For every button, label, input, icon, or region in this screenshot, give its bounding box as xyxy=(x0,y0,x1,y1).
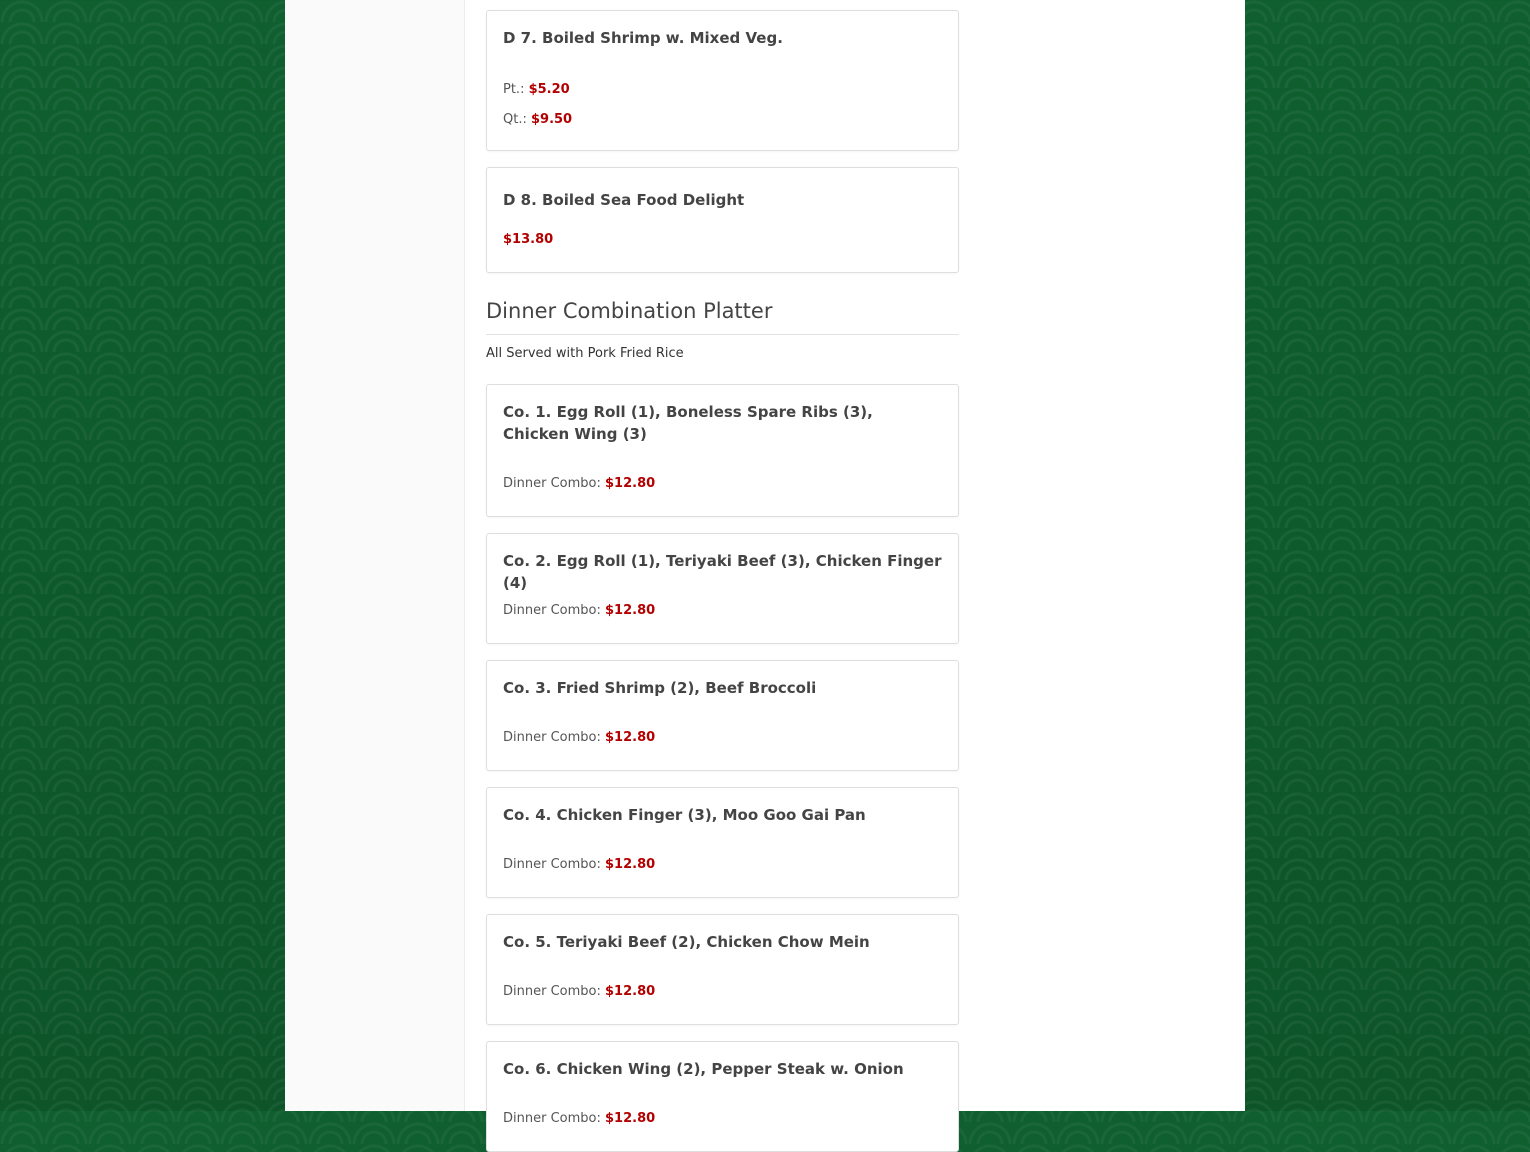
section-title: Dinner Combination Platter xyxy=(486,296,959,335)
price-value: $13.80 xyxy=(503,232,554,247)
price-value: $5.20 xyxy=(528,82,570,97)
left-sidebar xyxy=(285,0,465,1111)
size-label: Dinner Combo: xyxy=(503,1111,601,1126)
price-value: $12.80 xyxy=(605,857,656,872)
page-container xyxy=(285,0,1245,1126)
size-label: Dinner Combo: xyxy=(503,603,601,618)
menu-item-card[interactable] xyxy=(486,1041,959,1152)
price-row[interactable] xyxy=(503,603,655,619)
price-row-quart[interactable] xyxy=(503,112,572,128)
menu-item-name[interactable]: Co. 1. Egg Roll (1), Boneless Spare Ribs (3), Chicken Wing (3) xyxy=(503,403,873,443)
price-row[interactable] xyxy=(503,730,655,746)
size-label: Dinner Combo: xyxy=(503,984,601,999)
menu-item-name[interactable]: Co. 2. Egg Roll (1), Teriyaki Beef (3), Chicken Finger (4) xyxy=(503,552,942,592)
size-label: Dinner Combo: xyxy=(503,857,601,872)
menu-item-name[interactable]: Co. 4. Chicken Finger (3), Moo Goo Gai Pan xyxy=(503,806,866,824)
price-row[interactable] xyxy=(503,857,655,873)
price-row[interactable] xyxy=(503,232,553,248)
price-row-pint[interactable] xyxy=(503,82,570,98)
size-label: Pt.: xyxy=(503,82,525,97)
price-value: $12.80 xyxy=(605,476,656,491)
section-description: All Served with Pork Fried Rice xyxy=(486,346,684,361)
menu-item-card[interactable] xyxy=(486,533,959,644)
size-label: Dinner Combo: xyxy=(503,476,601,491)
menu-item-name[interactable]: Co. 6. Chicken Wing (2), Pepper Steak w. Onion xyxy=(503,1060,904,1078)
price-value: $12.80 xyxy=(605,603,656,618)
menu-item-name[interactable]: Co. 3. Fried Shrimp (2), Beef Broccoli xyxy=(503,679,817,697)
price-value: $9.50 xyxy=(530,112,573,127)
price-value: $12.80 xyxy=(605,1111,656,1126)
menu-item-card[interactable] xyxy=(486,787,959,898)
price-row[interactable] xyxy=(503,476,655,492)
size-label: Dinner Combo: xyxy=(503,730,601,745)
price-value: $12.80 xyxy=(605,730,656,745)
menu-item-card[interactable] xyxy=(486,167,959,273)
menu-item-card[interactable] xyxy=(486,914,959,1025)
price-row[interactable] xyxy=(503,984,655,1000)
menu-item-name[interactable]: D 7. Boiled Shrimp w. Mixed Veg. xyxy=(503,29,783,47)
menu-item-card[interactable] xyxy=(486,10,959,151)
menu-item-name[interactable]: D 8. Boiled Sea Food Delight xyxy=(503,191,745,209)
menu-item-card[interactable] xyxy=(486,384,959,517)
menu-item-name[interactable]: Co. 5. Teriyaki Beef (2), Chicken Chow Mein xyxy=(503,933,870,951)
price-row[interactable] xyxy=(503,1111,655,1127)
price-value: $12.80 xyxy=(605,984,656,999)
size-label: Qt.: xyxy=(503,112,527,127)
menu-item-card[interactable] xyxy=(486,660,959,771)
